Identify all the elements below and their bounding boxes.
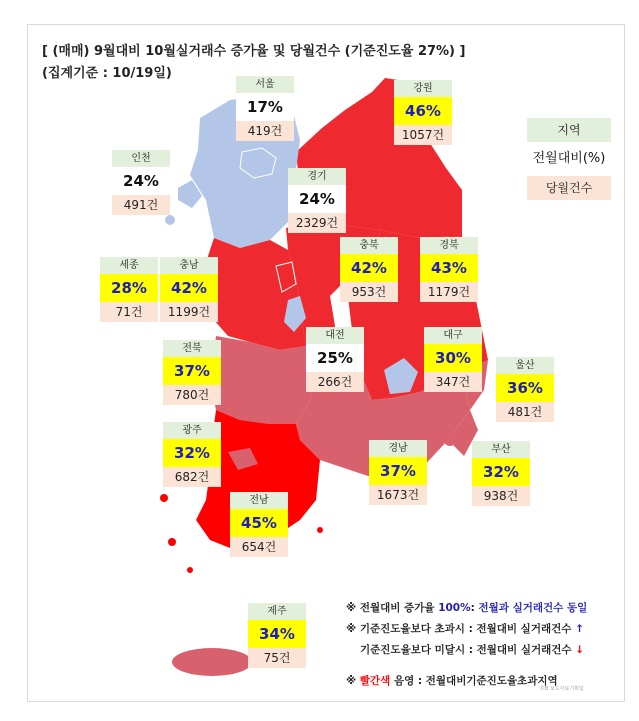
region-ratio: 34% [248,620,306,648]
card-jeju [248,603,306,668]
region-name: 서울 [236,76,294,93]
legend-count-label: 당월건수 [527,176,611,200]
island-2 [168,538,176,546]
region-name: 충남 [160,257,218,274]
card-gyeongbuk [420,237,478,302]
region-ratio: 17% [236,93,294,121]
card-daegu [424,327,482,392]
card-incheon [112,150,170,215]
page-title: [ (매매) 9월대비 10월실거래수 증가율 및 당월건수 (기준진도율 27%) ] [42,44,466,59]
note-4-prefix: ※ [346,675,360,687]
region-name: 인천 [112,150,170,167]
note-1-sep: : [470,602,479,614]
region-ratio: 28% [100,274,158,302]
region-count: 419건 [236,121,294,141]
note-1-percent: 100% [438,602,471,614]
note-1-desc: 전월과 실거래건수 동일 [478,602,588,614]
region-count: 75건 [248,648,306,668]
island-1 [160,494,168,502]
card-gyeonggi [288,168,346,233]
region-ratio: 43% [420,254,478,282]
region-name: 전남 [230,492,288,509]
arrow-up-icon: ↑ [575,623,584,635]
region-ratio: 30% [424,344,482,372]
island-4 [317,527,323,533]
region-count: 654건 [230,537,288,557]
region-name: 강원 [394,80,452,97]
region-count: 71건 [100,302,158,322]
legend-region-label: 지역 [527,118,611,142]
region-name: 경남 [369,440,427,457]
region-ratio: 37% [163,357,221,385]
region-name: 세종 [100,257,158,274]
card-gangwon [394,80,452,145]
region-ratio: 32% [163,439,221,467]
footnotes [346,598,587,692]
island-3 [187,567,193,573]
note-1-prefix: ※ 전월대비 증가율 [346,602,439,614]
note-3 [346,640,587,661]
region-ratio: 36% [496,374,554,402]
region-name: 경북 [420,237,478,254]
region-ratio: 32% [472,458,530,486]
card-gwangju [163,422,221,487]
region-ratio: 42% [340,254,398,282]
region-count: 953건 [340,282,398,302]
region-incheon-island [165,215,175,225]
region-count: 1057건 [394,125,452,145]
region-count: 266건 [306,372,364,392]
region-count: 1673건 [369,485,427,505]
region-name: 울산 [496,357,554,374]
region-name: 경기 [288,168,346,185]
credit-text: ©B 보도자료기획팀 [540,686,584,692]
region-ratio: 24% [288,185,346,213]
region-count: 2329건 [288,213,346,233]
card-daejeon [306,327,364,392]
island-ulleung [444,434,456,446]
legend-ratio-label: 전월대비(%) [527,142,611,176]
card-ulsan [496,357,554,422]
region-count: 682건 [163,467,221,487]
page-subtitle: (집계기준 : 10/19일) [42,66,172,81]
region-count: 938건 [472,486,530,506]
region-count: 481건 [496,402,554,422]
region-ratio: 25% [306,344,364,372]
region-ratio: 42% [160,274,218,302]
note-4-text: 음영 : 전월대비기준진도율초과지역 [390,675,558,687]
region-count: 1199건 [160,302,218,322]
region-name: 부산 [472,441,530,458]
region-name: 충북 [340,237,398,254]
region-count: 491건 [112,195,170,215]
region-name: 대구 [424,327,482,344]
region-ratio: 37% [369,457,427,485]
region-count: 780건 [163,385,221,405]
card-jeonbuk [163,340,221,405]
card-seoul [236,76,294,141]
card-chungbuk [340,237,398,302]
card-chungnam [160,257,218,322]
arrow-down-icon: ↓ [575,644,585,656]
note-2 [346,619,587,640]
note-4-red: 빨간색 [359,675,391,687]
card-gyeongnam [369,440,427,505]
card-sejong [100,257,158,322]
region-jeju [172,648,252,676]
card-jeonnam [230,492,288,557]
region-name: 전북 [163,340,221,357]
region-name: 대전 [306,327,364,344]
note-2-text: ※ 기준진도율보다 초과시 : 전월대비 실거래건수 [346,623,572,635]
region-ratio: 46% [394,97,452,125]
region-name: 광주 [163,422,221,439]
note-1 [346,598,587,619]
card-busan [472,441,530,506]
region-ratio: 24% [112,167,170,195]
map-legend [527,118,611,200]
region-ratio: 45% [230,509,288,537]
region-name: 제주 [248,603,306,620]
note-3-text: 기준진도율보다 미달시 : 전월대비 실거래건수 [360,644,572,656]
region-jeonbuk [210,336,320,424]
region-count: 1179건 [420,282,478,302]
region-count: 347건 [424,372,482,392]
